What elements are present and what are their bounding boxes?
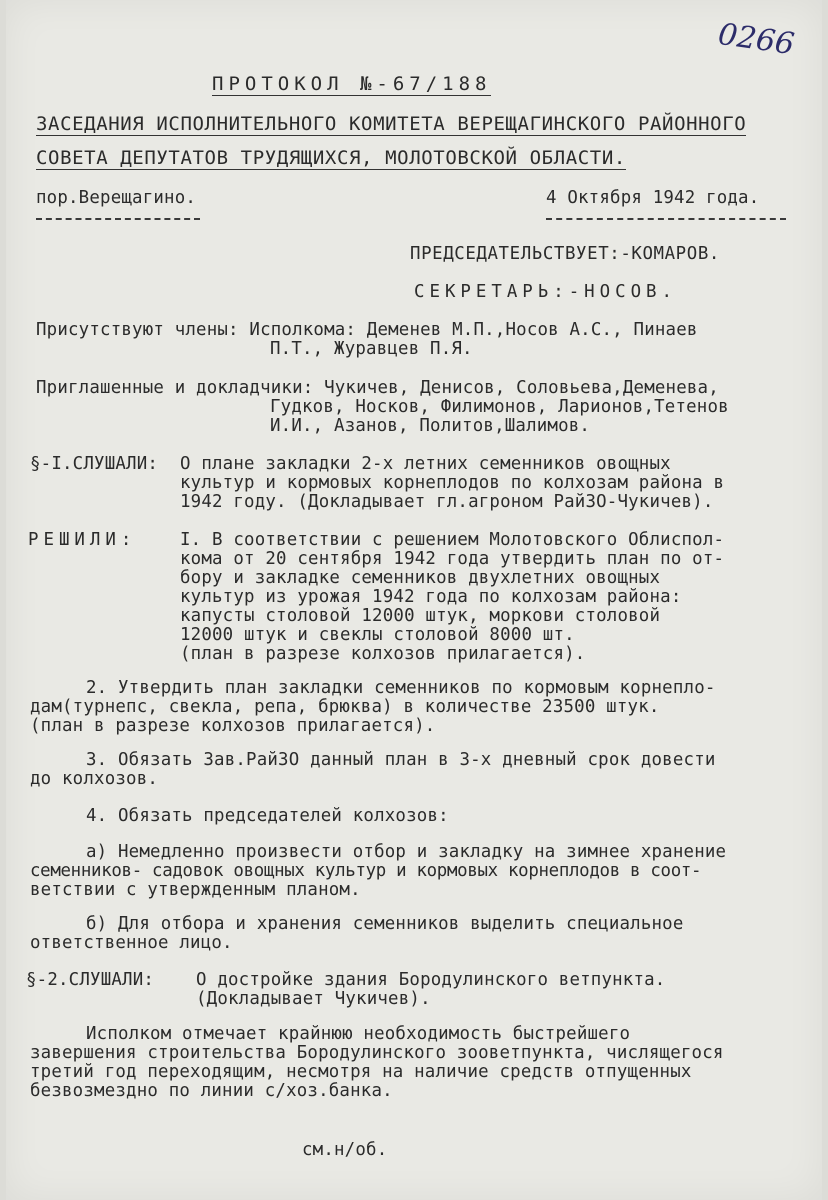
chairman: ПРЕДСЕДАТЕЛЬСТВУЕТ:-КОМАРОВ.	[410, 244, 720, 264]
present-members-line1: Присутствуют члены: Исполкома: Деменев М.П.,Носов А.С., Пинаев	[36, 320, 698, 340]
date-underline	[546, 218, 786, 220]
decision4b-line1: б) Для отбора и хранения семенников выделить специальное	[86, 914, 684, 934]
item1-heard-line2: культур и кормовых корнеплодов по колхозам района в	[180, 473, 725, 493]
decision4-line1: 4. Обязать председателей колхозов:	[86, 806, 449, 826]
decision3-line1: 3. Обязать Зав.РайЗО данный план в 3-х дневный срок довести	[86, 750, 716, 770]
protocol-subtitle-line2: СОВЕТА ДЕПУТАТОВ ТРУДЯЩИХСЯ, МОЛОТОВСКОЙ ОБЛАСТИ.	[36, 147, 626, 169]
item2-heard-label: §-2.СЛУШАЛИ:	[26, 970, 155, 990]
item2-paragraph-line2: завершения строительства Бородулинского зооветпункта, числящегося	[30, 1043, 724, 1063]
decision2-line2: дам(турнепс, свекла, репа, брюква) в количестве 23500 штук.	[30, 697, 660, 717]
decision2-line1: 2. Утвердить план закладки семенников по кормовым корнепло-	[86, 678, 716, 698]
invited-line1: Приглашенные и докладчики: Чукичев, Денисов, Соловьева,Деменева,	[36, 378, 719, 398]
item1-heard-line1: О плане закладки 2-х летних семенников овощных	[180, 454, 671, 474]
item2-paragraph-line3: третий год переходящим, несмотря на наличие средств отпущенных	[30, 1062, 692, 1082]
item1-heard-line3: 1942 году. (Докладывает гл.агроном РайЗО-Чукичев).	[180, 492, 714, 512]
archive-handwritten-number: 0266	[715, 16, 797, 63]
item2-paragraph-line1: Исполком отмечает крайнюю необходимость быстрейшего	[86, 1024, 631, 1044]
decision4a-line3: ветствии с утвержденным планом.	[30, 880, 361, 900]
decision4a-line2: семенников- садовок овощных культур и кормовых корнеплодов в соот-	[30, 861, 702, 881]
protocol-subtitle-line1: ЗАСЕДАНИЯ ИСПОЛНИТЕЛЬНОГО КОМИТЕТА ВЕРЕЩАГИНСКОГО РАЙОННОГО	[36, 113, 747, 135]
invited-line3: И.И., Азанов, Политов,Шалимов.	[270, 416, 591, 436]
decision2-line3: (план в разрезе колхозов прилагается).	[30, 716, 436, 736]
decision1-line5: капусты столовой 12000 штук, моркови столовой	[180, 606, 661, 626]
item2-paragraph-line4: безвозмездно по линии с/хоз.банка.	[30, 1081, 393, 1101]
decision1-line4: культур из урожая 1942 года по колхозам района:	[180, 587, 682, 607]
item1-decided-label: РЕШИЛИ:	[28, 530, 137, 550]
place-underline	[36, 218, 200, 220]
decision1-line7: (план в разрезе колхозов прилагается).	[180, 644, 586, 664]
decision4b-line2: ответственное лицо.	[30, 933, 233, 953]
continued-overleaf-note: см.н/об.	[302, 1140, 388, 1160]
decision1-line2: кома от 20 сентября 1942 года утвердить план по от-	[180, 549, 725, 569]
invited-line2: Гудков, Носков, Филимонов, Ларионов,Тетенов	[270, 397, 729, 417]
item2-heard-line2: (Докладывает Чукичев).	[196, 989, 431, 1009]
secretary: СЕКРЕТАРЬ:-НОСОВ.	[414, 282, 677, 302]
present-members-line2: П.Т., Журавцев П.Я.	[270, 339, 473, 359]
meeting-place: пор.Верещагино.	[36, 188, 197, 208]
decision1-line6: 12000 штук и свеклы столовой 8000 шт.	[180, 625, 575, 645]
protocol-title: ПРОТОКОЛ №-67/188	[212, 73, 492, 95]
decision1-line3: бору и закладке семенников двухлетних овощных	[180, 568, 661, 588]
item2-heard-line1: О достройке здания Бородулинского ветпункта.	[196, 970, 666, 990]
decision3-line2: до колхозов.	[30, 769, 159, 789]
item1-heard-label: §-I.СЛУШАЛИ:	[30, 454, 159, 474]
document-page	[6, 0, 822, 1200]
decision1-line1: I. В соответствии с решением Молотовского Облиспол-	[180, 530, 725, 550]
decision4a-line1: а) Немедленно произвести отбор и закладку на зимнее хранение	[86, 842, 727, 862]
meeting-date: 4 Октября 1942 года.	[546, 188, 760, 208]
